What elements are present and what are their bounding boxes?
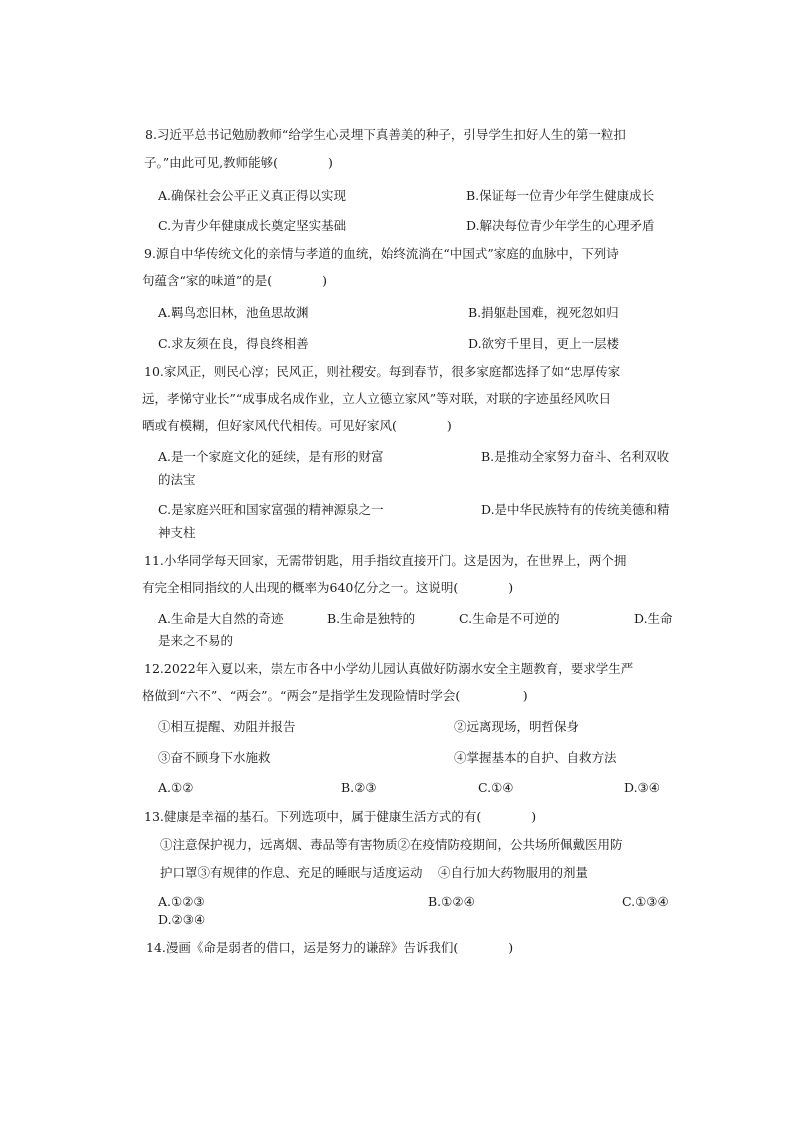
q13-stem: 13.健康是幸福的基石。下列选项中，属于健康生活方式的有( ) (144, 809, 537, 824)
q13-option-d: D.②③④ (158, 912, 206, 927)
q14-stem: 14.漫画《命是弱者的借口，运是努力的谦辞》告诉我们( ) (146, 940, 514, 955)
q11-stem-line-1: 11.小华同学每天回家，无需带钥匙，用手指纹直接开门。这是因为，在世界上，两个拥 (144, 553, 627, 568)
q12-item-2: ②远离现场，明哲保身 (454, 719, 580, 734)
q9-option-b: B.捐躯赴国难，视死忽如归 (468, 305, 619, 320)
q10-stem-line-2: 远，孝悌守业长”“成事成名成作业，立人立德立家风”等对联，对联的字迹虽经风吹日 (142, 391, 612, 406)
q11-option-d-cont: 是来之不易的 (158, 633, 234, 648)
q10-stem-line-1: 10.家风正，则民心淳；民风正，则社稷安。每到春节，很多家庭都选择了如“忠厚传家 (144, 364, 621, 379)
q9-option-d: D.欲穷千里目，更上一层楼 (468, 336, 620, 351)
q12-item-4: ④掌握基本的自护、自救方法 (454, 750, 617, 765)
q12-item-1: ①相互提醒、劝阻并报告 (158, 719, 296, 734)
q13-option-c: C.①③④ (622, 894, 669, 909)
q12-option-a: A.①② (158, 780, 194, 795)
q11-option-d: D.生命 (634, 611, 673, 626)
q11-option-b: B.生命是独特的 (327, 611, 416, 626)
q10-option-d: D.是中华民族特有的传统美德和精 (481, 502, 670, 517)
q10-option-c: C.是家庭兴旺和国家富强的精神源泉之一 (158, 502, 384, 517)
q9-option-c: C.求友须在良，得良终相善 (158, 336, 309, 351)
q8-option-d: D.解决每位青少年学生的心理矛盾 (466, 218, 655, 233)
q13-items-line-1: ①注意保护视力，远离烟、毒品等有害物质②在疫情防疫期间，公共场所佩戴医用防 (160, 837, 623, 852)
q12-option-b: B.②③ (341, 780, 377, 795)
q10-option-b: B.是推动全家努力奋斗、名利双收 (481, 449, 670, 464)
q8-option-a: A.确保社会公平正义真正得以实现 (158, 188, 347, 203)
q8-stem-line-1: 8.习近平总书记勉励教师“给学生心灵埋下真善美的种子，引导学生扣好人生的第一粒扣 (145, 127, 626, 142)
q10-stem-line-3: 晒或有模糊，但好家风代代相传。可见好家风( ) (142, 418, 452, 433)
q8-stem-line-2: 子。”由此可见,教师能够( ) (144, 155, 333, 170)
q10-option-a-cont: 的法宝 (158, 472, 196, 487)
q12-stem-line-1: 12.2022年入夏以来，崇左市各中小学幼儿园认真做好防溺水安全主题教育，要求学生严 (144, 661, 634, 676)
q9-option-a: A.羁鸟恋旧林，池鱼思故渊 (158, 305, 309, 320)
q8-option-c: C.为青少年健康成长奠定坚实基础 (158, 218, 347, 233)
q12-option-c: C.①④ (478, 780, 514, 795)
q13-items-line-2: 护口罩③有规律的作息、充足的睡眠与适度运动 (160, 865, 423, 880)
q13-option-a: A.①②③ (158, 894, 205, 909)
q13-item-4: ④自行加大药物服用的剂量 (438, 865, 589, 880)
q12-option-d: D.③④ (624, 780, 660, 795)
q11-stem-line-2: 有完全相同指纹的人出现的概率为640亿分之一。这说明( ) (142, 580, 514, 595)
q10-option-a: A.是一个家庭文化的延续，是有形的财富 (158, 449, 384, 464)
q11-option-a: A.生命是大自然的奇迹 (158, 611, 284, 626)
q9-stem-line-1: 9.源自中华传统文化的亲情与孝道的血统，始终流淌在“中国式”家庭的血脉中，下列诗 (144, 246, 619, 261)
q13-option-b: B.①②④ (428, 894, 475, 909)
q10-option-c-cont: 神支柱 (158, 525, 196, 540)
q8-option-b: B.保证每一位青少年学生健康成长 (466, 188, 655, 203)
q12-stem-line-2: 格做到“六不”、“两会”。“两会”是指学生发现险情时学会( ) (142, 688, 528, 703)
q12-item-3: ③奋不顾身下水施救 (158, 750, 271, 765)
q11-option-c: C.生命是不可逆的 (459, 611, 560, 626)
q9-stem-line-2: 句蕴含“家的味道”的是( ) (142, 273, 328, 288)
